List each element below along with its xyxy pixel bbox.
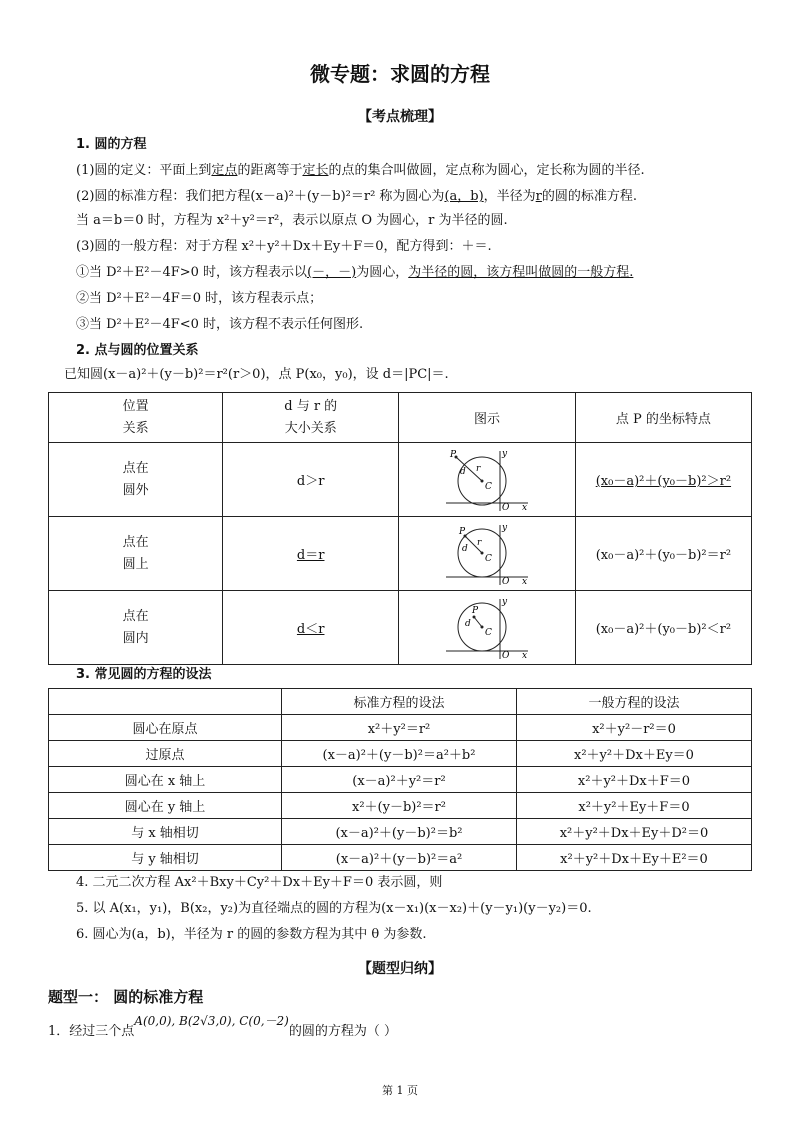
table-row xyxy=(49,819,752,845)
table-row xyxy=(49,767,752,793)
row-general-form: x²＋y²－r²＝0 xyxy=(516,715,751,741)
svg-text:y: y xyxy=(502,448,508,459)
svg-text:r: r xyxy=(477,537,482,548)
svg-text:O: O xyxy=(502,576,510,587)
svg-text:d: d xyxy=(460,466,466,477)
row-standard-form: x²＋y²＝r² xyxy=(281,715,516,741)
row-relation: d＜r xyxy=(223,591,399,665)
row-standard-form: x²＋(y－b)²＝r² xyxy=(281,793,516,819)
page-title: 微专题：求圆的方程 xyxy=(310,62,490,86)
paragraph-case-negative: ③当 D²＋E²－4F<0 时，该方程不表示任何图形. xyxy=(76,317,364,332)
figure-point-on xyxy=(399,517,576,591)
table-row xyxy=(49,793,752,819)
paragraph-general-equation: (3)圆的一般方程：对于方程 x²＋y²＋Dx＋Ey＋F＝0，配方得到：＋＝. xyxy=(76,239,492,254)
row-condition: 圆心在 x 轴上 xyxy=(49,767,282,793)
row-position: 点在 圆外 xyxy=(49,443,223,517)
row-standard-form: (x－a)²＋y²＝r² xyxy=(281,767,516,793)
svg-text:O: O xyxy=(502,502,510,513)
header-d-r: d 与 r 的 大小关系 xyxy=(223,393,399,443)
table-row xyxy=(49,517,752,591)
svg-text:d: d xyxy=(462,543,468,554)
heading-point-circle-position: 2. 点与圆的位置关系 xyxy=(76,343,199,358)
question-1 xyxy=(48,1014,397,1039)
paragraph-item-5: 5. 以 A(x₁，y₁)，B(x₂，y₂)为直径端点的圆的方程为(x－x₁)(x－x₂)＋(y－y₁)(y－y₂)＝0. xyxy=(76,901,592,916)
question-1-prefix: 1．经过三个点 xyxy=(48,1024,135,1039)
row-general-form: x²＋y²＋Ey＋F＝0 xyxy=(516,793,751,819)
svg-text:C: C xyxy=(485,481,492,492)
table-row xyxy=(49,443,752,517)
paragraph-case-zero: ②当 D²＋E²－4F＝0 时，该方程表示点； xyxy=(76,291,323,306)
row-relation: d＞r xyxy=(223,443,399,517)
paragraph-known-circle: 已知圆(x－a)²＋(y－b)²＝r²(r＞0)，点 P(x₀，y₀)，设 d＝|PC|＝. xyxy=(64,367,449,382)
section-heading-review: 【考点梳理】 xyxy=(358,109,442,125)
table-header-row xyxy=(49,689,752,715)
paragraph-case-positive: ①当 D²＋E²－4F>0 时，该方程表示以(－，－)为圆心，为半径的圆，该方程叫做圆的一般方程. xyxy=(76,265,634,280)
row-position: 点在 圆内 xyxy=(49,591,223,665)
svg-text:y: y xyxy=(502,522,508,533)
row-coord: (x₀－a)²＋(y₀－b)²＝r² xyxy=(575,517,751,591)
header-coord: 点 P 的坐标特点 xyxy=(575,393,751,443)
table-row xyxy=(49,845,752,871)
circle-diagram xyxy=(442,595,532,661)
table-row xyxy=(49,715,752,741)
svg-text:r: r xyxy=(476,463,481,474)
header-position: 位置 关系 xyxy=(49,393,223,443)
row-condition: 与 y 轴相切 xyxy=(49,845,282,871)
question-1-points: A(0,0), B(2√3,0), C(0,－2) xyxy=(134,1014,289,1028)
row-standard-form: (x－a)²＋(y－b)²＝b² xyxy=(281,819,516,845)
row-condition: 圆心在 y 轴上 xyxy=(49,793,282,819)
row-condition: 与 x 轴相切 xyxy=(49,819,282,845)
row-general-form: x²＋y²＋Dx＋Ey＝0 xyxy=(516,741,751,767)
svg-text:C: C xyxy=(485,627,492,638)
equation-forms-table xyxy=(48,688,752,871)
row-coord: (x₀－a)²＋(y₀－b)²＜r² xyxy=(575,591,751,665)
svg-text:P: P xyxy=(472,605,479,616)
header-figure: 图示 xyxy=(399,393,576,443)
type-one-heading: 题型一： 圆的标准方程 xyxy=(48,988,204,1006)
paragraph-standard-equation: (2)圆的标准方程：我们把方程(x－a)²＋(y－b)²＝r² 称为圆心为(a，b)，半径为r的圆的标准方程. xyxy=(76,189,638,204)
header-blank xyxy=(49,689,282,715)
svg-text:x: x xyxy=(522,650,528,661)
svg-text:y: y xyxy=(502,596,508,607)
row-standard-form: (x－a)²＋(y－b)²＝a² xyxy=(281,845,516,871)
question-1-suffix: 的圆的方程为（ ） xyxy=(288,1024,397,1039)
row-coord: (x₀－a)²＋(y₀－b)²＞r² xyxy=(575,443,751,517)
table-row xyxy=(49,741,752,767)
heading-circle-equation: 1. 圆的方程 xyxy=(76,137,147,152)
position-relation-table xyxy=(48,392,752,665)
row-standard-form: (x－a)²＋(y－b)²＝a²＋b² xyxy=(281,741,516,767)
circle-diagram xyxy=(442,521,532,587)
paragraph-origin-case: 当 a＝b＝0 时，方程为 x²＋y²＝r²，表示以原点 O 为圆心，r 为半径的圆. xyxy=(76,213,508,228)
figure-point-outside xyxy=(399,443,576,517)
paragraph-definition: (1)圆的定义：平面上到定点的距离等于定长的点的集合叫做圆，定点称为圆心，定长称为圆的半径. xyxy=(76,163,645,178)
svg-text:P: P xyxy=(459,526,466,537)
figure-point-inside xyxy=(399,591,576,665)
svg-text:O: O xyxy=(502,650,510,661)
header-standard: 标准方程的设法 xyxy=(281,689,516,715)
header-general: 一般方程的设法 xyxy=(516,689,751,715)
row-condition: 过原点 xyxy=(49,741,282,767)
svg-text:C: C xyxy=(485,553,492,564)
page-number: 第 1 页 xyxy=(382,1084,418,1097)
svg-text:P: P xyxy=(450,449,457,460)
paragraph-item-4: 4. 二元二次方程 Ax²＋Bxy＋Cy²＋Dx＋Ey＋F＝0 表示圆，则 xyxy=(76,875,443,890)
heading-common-forms: 3. 常见圆的方程的设法 xyxy=(76,667,212,682)
row-general-form: x²＋y²＋Dx＋Ey＋E²＝0 xyxy=(516,845,751,871)
svg-text:x: x xyxy=(522,576,528,587)
svg-text:x: x xyxy=(522,502,528,513)
paragraph-item-6: 6. 圆心为(a，b)，半径为 r 的圆的参数方程为其中 θ 为参数. xyxy=(76,927,427,942)
svg-text:d: d xyxy=(465,618,471,629)
row-relation: d＝r xyxy=(223,517,399,591)
table-header-row xyxy=(49,393,752,443)
table-row xyxy=(49,591,752,665)
row-condition: 圆心在原点 xyxy=(49,715,282,741)
row-general-form: x²＋y²＋Dx＋Ey＋D²＝0 xyxy=(516,819,751,845)
section-heading-types: 【题型归纳】 xyxy=(358,961,442,977)
circle-diagram xyxy=(442,447,532,513)
row-general-form: x²＋y²＋Dx＋F＝0 xyxy=(516,767,751,793)
row-position: 点在 圆上 xyxy=(49,517,223,591)
